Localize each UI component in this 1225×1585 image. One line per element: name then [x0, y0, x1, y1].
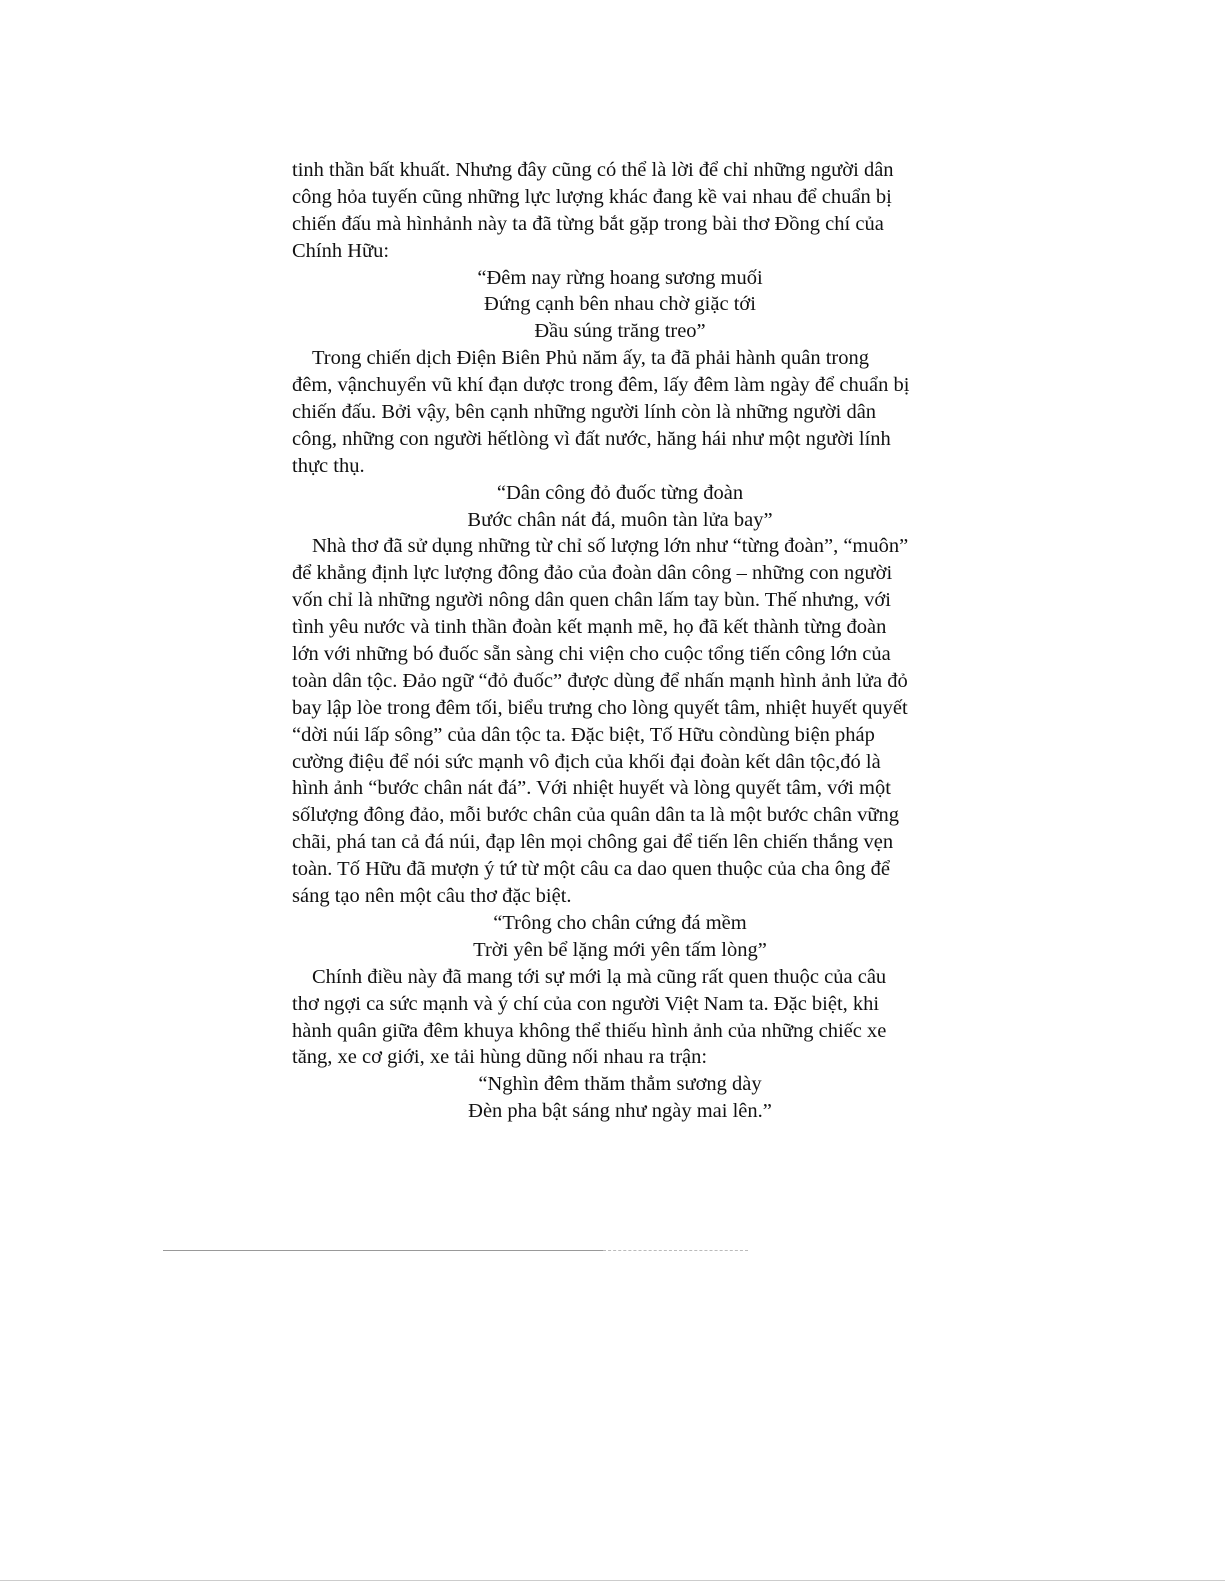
prose-line: tinh thần bất khuất. Nhưng đây cũng có thể là lời để chỉ những người dân	[292, 159, 894, 181]
prose-line: toàn dân tộc. Đảo ngữ “đỏ đuốc” được dùng để nhấn mạnh hình ảnh lửa đỏ	[292, 669, 908, 692]
prose-line: công, những con người hếtlòng vì đất nước, hăng hái như một người lính	[292, 427, 891, 450]
verse-line: “Nghìn đêm thăm thẳm sương dày	[478, 1073, 762, 1096]
prose-line: tình yêu nước và tinh thần đoàn kết mạnh mẽ, họ đã kết thành từng đoàn	[292, 616, 887, 639]
paragraph-first-line: Chính điều này đã mang tới sự mới lạ mà cũng rất quen thuộc của câu	[312, 965, 887, 988]
page-bottom-edge	[0, 1580, 1225, 1581]
verse-line: “Dân công đỏ đuốc từng đoàn	[496, 481, 744, 504]
verse-line: Đứng cạnh bên nhau chờ giặc tới	[484, 293, 756, 316]
verse-line: “Đêm nay rừng hoang sương muối	[477, 266, 763, 289]
prose-line: cường điệu để nói sức mạnh vô địch của khối đại đoàn kết dân tộc,đó là	[292, 750, 881, 773]
prose-line: chiến đấu. Bởi vậy, bên cạnh những người lính còn là những người dân	[292, 401, 877, 424]
prose-line: tăng, xe cơ giới, xe tải hùng dũng nối nhau ra trận:	[292, 1046, 708, 1069]
prose-line: hình ảnh “bước chân nát đá”. Với nhiệt huyết và lòng quyết tâm, với một	[292, 777, 891, 800]
verse-line: Bước chân nát đá, muôn tàn lửa bay”	[467, 508, 773, 531]
prose-line: bay lập lòe trong đêm tối, biểu trưng cho lòng quyết tâm, nhiệt huyết quyết	[292, 696, 908, 719]
verse-line: “Trông cho chân cứng đá mềm	[493, 911, 747, 934]
prose-line: vốn chỉ là những người nông dân quen chân lấm tay bùn. Thế nhưng, với	[292, 589, 891, 612]
verse-line: Đèn pha bật sáng như ngày mai lên.”	[468, 1100, 772, 1123]
verse-line: Trời yên bể lặng mới yên tấm lòng”	[473, 938, 767, 961]
footnote-separator	[163, 1250, 603, 1251]
prose-line: công hỏa tuyến cũng những lực lượng khác đang kề vai nhau để chuẩn bị	[292, 185, 892, 208]
prose-line: hành quân giữa đêm khuya không thể thiếu hình ảnh của những chiếc xe	[292, 1019, 887, 1042]
prose-line: sáng tạo nên một câu thơ đặc biệt.	[292, 885, 572, 908]
prose-line: lớn với những bó đuốc sẵn sàng chi viện cho cuộc tổng tiến công lớn của	[292, 643, 891, 666]
prose-line: sốlượng đông đảo, mỗi bước chân của quân dân ta là một bước chân vững	[292, 804, 899, 827]
prose-line: thực thụ.	[292, 454, 365, 477]
paragraph-first-line: Trong chiến dịch Điện Biên Phủ năm ấy, ta đã phải hành quân trong	[312, 347, 870, 370]
verse-line: Đầu súng trăng treo”	[534, 320, 706, 343]
prose-line: để khẳng định lực lượng đông đảo của đoàn dân công – những con người	[292, 562, 893, 585]
prose-line: Chính Hữu:	[292, 239, 390, 262]
prose-line: đêm, vậnchuyển vũ khí đạn dược trong đêm, lấy đêm làm ngày để chuẩn bị	[292, 374, 910, 397]
prose-line: chiến đấu mà hìnhảnh này ta đã từng bắt gặp trong bài thơ Đồng chí của	[292, 212, 884, 235]
body-text	[292, 157, 932, 1125]
prose-line: thơ ngợi ca sức mạnh và ý chí của con người Việt Nam ta. Đặc biệt, khi	[292, 992, 880, 1015]
prose-line: “dời núi lấp sông” của dân tộc ta. Đặc biệt, Tố Hữu còndùng biện pháp	[292, 723, 875, 746]
prose-line: chãi, phá tan cả đá núi, đạp lên mọi chông gai để tiến lên chiến thắng vẹn	[292, 831, 894, 854]
paragraph-first-line: Nhà thơ đã sử dụng những từ chỉ số lượng lớn như “từng đoàn”, “muôn”	[312, 535, 909, 558]
footnote-separator-tail	[603, 1250, 748, 1251]
prose-line: toàn. Tố Hữu đã mượn ý tứ từ một câu ca dao quen thuộc của cha ông để	[292, 858, 890, 881]
